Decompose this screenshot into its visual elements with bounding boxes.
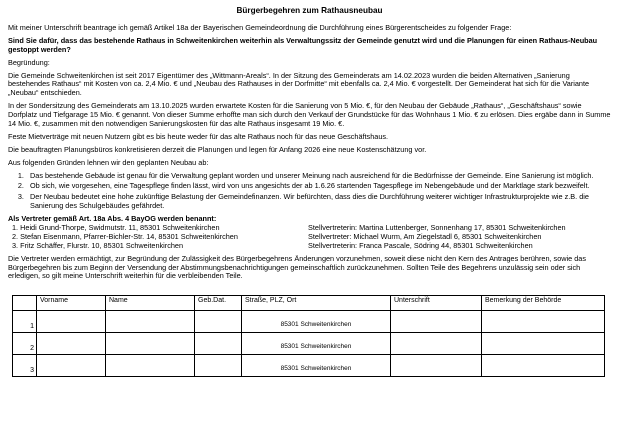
reason-item: 1. Das bestehende Gebäude ist genau für die Verwaltung geplant worden und unserer Meinung nach ausreichend für die Bedürfnisse der Gemeinde. Eine Sanierung ist möglich. (26, 172, 611, 181)
paragraph-planning: Die beauftragten Planungsbüros konkretisieren derzeit die Planungen und legen für Anfang 2026 eine neue Kostenschätzung vor. (8, 144, 427, 154)
signature-cell[interactable] (391, 333, 482, 355)
paragraph-history: Die Gemeinde Schweitenkirchen ist seit 2017 Eigentümer des „Wittmann-Areals“. In der Sitzung des Gemeinderats am 14.02.2023 wurden die beiden Alternativen „Sanierung bestehendes Rathaus“ mit Kosten von ca. 2,4 Mio. € und „Neubau des Rathauses in der Dorfmitte“ mit ebenfalls ca. 2,4 Mio. € vorgestellt. Der Gemeinderat hat sich für die Variante „Neubau“ entschieden. (8, 70, 590, 98)
paragraph-leases: Feste Mietverträge mit neuen Nutzern gibt es bis heute weder für das alte Rathaus noch für das neue Geschäftshaus. (8, 131, 389, 141)
intro-text: Mit meiner Unterschrift beantrage ich gemäß Artikel 18a der Bayerischen Gemeindeordnung die Durchführung eines Bürgerentscheides zu folgender Frage: (8, 23, 512, 32)
row-number: 2 (13, 333, 37, 355)
reason-label: Begründung: (8, 57, 50, 67)
representatives-column (8, 224, 308, 251)
reasons-list (8, 172, 611, 212)
birthdate-cell[interactable] (195, 333, 242, 355)
representative: 2. Stefan Eisenmann, Pfarrer-Bichler-Str. 14, 85301 Schweitenkirchen (12, 231, 238, 241)
table-row (13, 311, 605, 333)
address-cell[interactable]: 85301 Schweitenkirchen (242, 355, 391, 377)
column-header-number (13, 296, 37, 311)
column-header-address: Straße, PLZ, Ort (242, 296, 391, 311)
representatives-block (8, 224, 611, 251)
paragraph-reasons-intro: Aus folgenden Gründen lehnen wir den geplanten Neubau ab: (8, 157, 209, 167)
name-cell[interactable] (106, 355, 195, 377)
first-name-cell[interactable] (37, 355, 106, 377)
column-header-name: Name (106, 296, 195, 311)
first-name-cell[interactable] (37, 333, 106, 355)
authority-remark-cell (482, 311, 605, 333)
representative: 3. Fritz Schäffer, Flurstr. 10, 85301 Schweitenkirchen (12, 240, 184, 250)
deputy: Stellvertreterin: Franca Pascale, Södring 44, 85301 Schweitenkirchen (308, 240, 533, 250)
birthdate-cell[interactable] (195, 311, 242, 333)
column-header-authority-remark: Bemerkung der Behörde (482, 296, 605, 311)
name-cell[interactable] (106, 311, 195, 333)
address-cell[interactable]: 85301 Schweitenkirchen (242, 333, 391, 355)
paragraph-costs: In der Sondersitzung des Gemeinderats am 13.10.2025 wurden erwartete Kosten für die Sanierung von 5 Mio. €, für den Neubau der Gebäude „Rathaus“, „Geschäftshaus“ sowie Dorfplatz und Tiefgarage 15 Mio. € genannt. Von dieser Summe erhoffte man sich durch den Verkauf der Grundstücke für das Wohnhaus 1 Mio. € zu erlösen. Dies ergäbe dann in Summe 14 Mio. €, zusammen mit den notwendigen Sanierungskosten für das alte Rathaus insgesamt 19 Mio. €. (8, 101, 611, 129)
table-row (13, 333, 605, 355)
authorization-text: Die Vertreter werden ermächtigt, zur Begründung der Zulässigkeit des Bürgerbegehrens Änderungen vorzunehmen, soweit diese nicht den Kern des Antrages berühren, sowie das Bürgerbegehren bis zum Beginn der Versendung der Abstimmungsbenachrichtigungen gemeinschaftlich zurückzunehmen. Sollten Teile des Begehrens unzulässig sein oder sich erledigen, so gilt meine Unterschrift weiterhin für die verbleibenden Teile. (8, 253, 587, 281)
reason-item: 3. Der Neubau bedeutet eine hohe zukünftige Belastung der Gemeindefinanzen. Wir befürchten, dass dies die Durchführung weiterer wichtiger Infrastrukturprojekte wie z.B. die Sanierung des Schulgebäudes gefährdet. (26, 193, 611, 211)
row-number: 3 (13, 355, 37, 377)
column-header-signature: Unterschrift (391, 296, 482, 311)
column-header-birthdate: Geb.Dat. (195, 296, 242, 311)
authority-remark-cell (482, 355, 605, 377)
column-header-first-name: Vorname (37, 296, 106, 311)
deputies-column (308, 224, 608, 251)
authority-remark-cell (482, 333, 605, 355)
petition-question: Sind Sie dafür, dass das bestehende Rathaus in Schweitenkirchen weiterhin als Verwaltungssitz der Gemeinde genutzt wird und die Planungen für einen Rathaus-Neubau gestoppt werden? (8, 35, 598, 54)
deputy: Stellvertreter: Michael Wurm, Am Ziegelstadl 6, 85301 Schweitenkirchen (308, 231, 542, 241)
address-cell[interactable]: 85301 Schweitenkirchen (242, 311, 391, 333)
deputy: Stellvertreterin: Martina Luttenberger, Sonnenhang 17, 85301 Schweitenkirchen (308, 223, 566, 233)
first-name-cell[interactable] (37, 311, 106, 333)
signature-table (12, 295, 605, 377)
row-number: 1 (13, 311, 37, 333)
page-title: Bürgerbegehren zum Rathausneubau (236, 6, 383, 15)
representatives-heading: Als Vertreter gemäß Art. 18a Abs. 4 BayOG werden benannt: (8, 214, 217, 224)
table-header-row (13, 296, 605, 311)
signature-cell[interactable] (391, 355, 482, 377)
petition-page (0, 6, 619, 431)
name-cell[interactable] (106, 333, 195, 355)
table-row (13, 355, 605, 377)
reason-item: 2. Ob sich, wie vorgesehen, eine Tagespflege finden lässt, wird von uns angesichts der ab 1.6.26 startenden Tagespflege im Nebengebäude und der Marktlage stark bezweifelt. (26, 182, 611, 191)
birthdate-cell[interactable] (195, 355, 242, 377)
representative: 1. Heidi Grund-Thorpe, Swidmutstr. 11, 85301 Schweitenkirchen (12, 223, 220, 233)
signature-cell[interactable] (391, 311, 482, 333)
